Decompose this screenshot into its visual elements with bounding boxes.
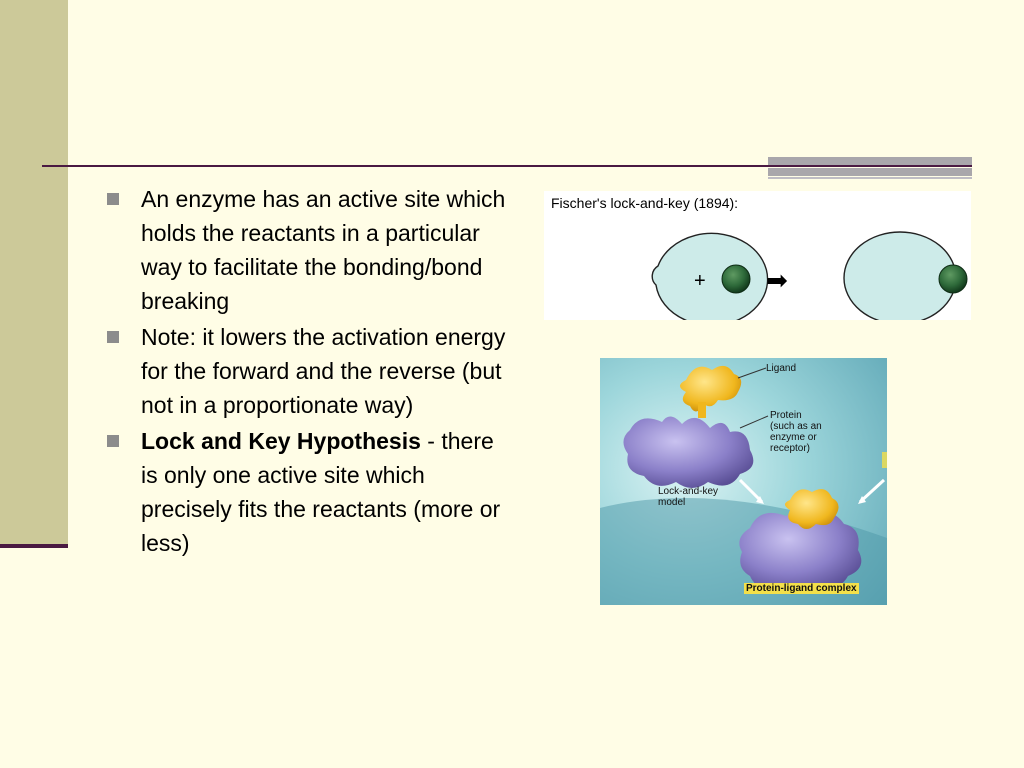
protein-label: Protein (such as an enzyme or receptor) [770, 410, 822, 454]
bullet-item [104, 320, 514, 422]
square-bullet-icon [107, 193, 119, 205]
plus-sign: + [694, 270, 706, 292]
square-bullet-icon [107, 435, 119, 447]
protein-ligand-complex-label: Protein-ligand complex [746, 583, 857, 594]
fischer-lock-and-key-figure [544, 191, 971, 320]
left-sidebar-band [0, 0, 68, 545]
bullet-list [104, 182, 514, 562]
bullet-text: Note: it lowers the activation energy for the forward and the reverse (but not in a proportionate way) [141, 324, 506, 418]
bullet-item [104, 182, 514, 318]
lock-and-key-diagram [544, 191, 971, 320]
bullet-text: - there is only one active site which precisely fits the reactants (more or less) [141, 428, 501, 556]
title-divider-accent [768, 157, 972, 179]
protein-ligand-figure [600, 358, 887, 605]
reaction-arrow-icon: ➡ [766, 266, 788, 296]
protein-ligand-illustration [600, 358, 887, 605]
ligand-label: Ligand [766, 363, 797, 374]
bullet-text: An enzyme has an active site which holds the reactants in a particular way to facilitate the bonding/bond breaking [141, 186, 506, 314]
substrate-ball-icon [722, 265, 750, 293]
square-bullet-icon [107, 331, 119, 343]
lock-and-key-model-label: Lock-and-key model [658, 486, 719, 508]
bullet-bold-term: Lock and Key Hypothesis [141, 428, 421, 454]
figure-title: Fischer's lock-and-key (1894): [551, 195, 739, 211]
bullet-item [104, 424, 514, 560]
bound-substrate-ball-icon [939, 265, 967, 293]
left-sidebar-rule [0, 544, 68, 548]
